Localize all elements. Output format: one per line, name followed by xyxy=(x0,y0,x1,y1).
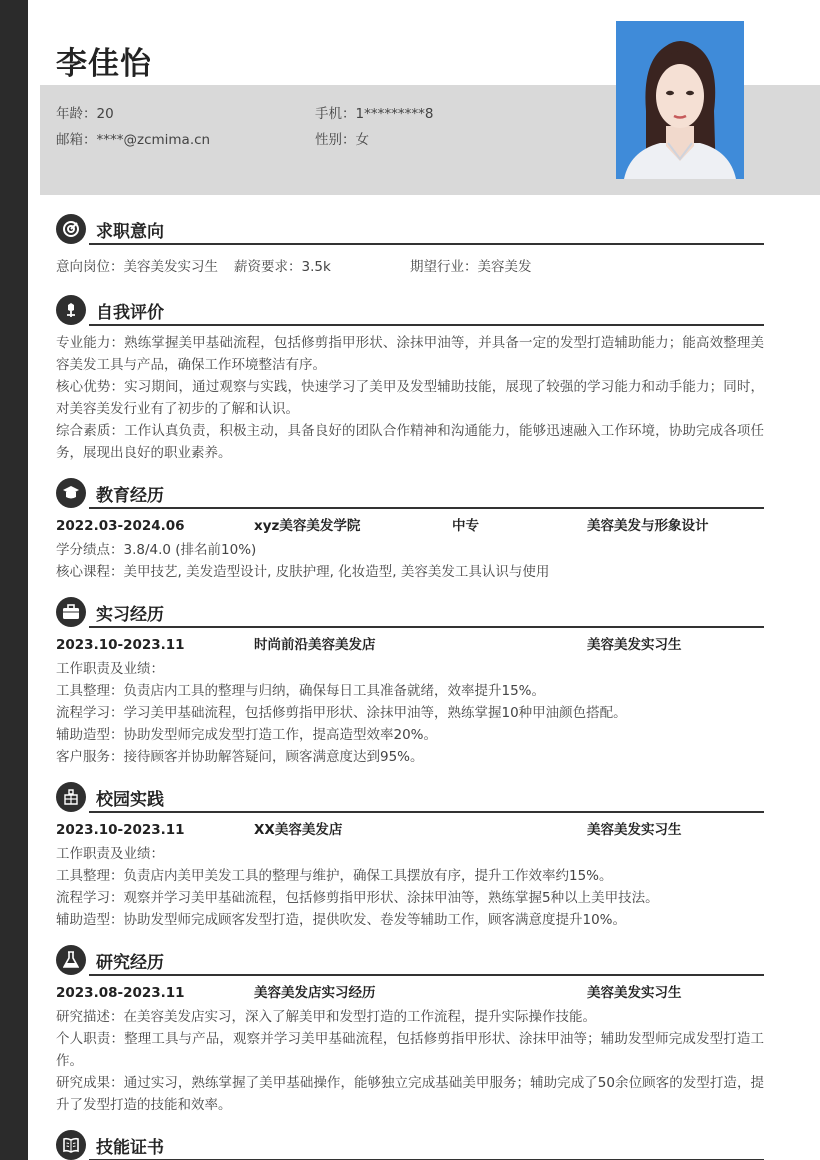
book-icon xyxy=(56,1130,86,1160)
self-eval-paragraph: 综合素质：工作认真负责，积极主动，具备良好的团队合作精神和沟通能力，能够迅速融入工作环境，协助完成各项任务，展现出良好的职业素养。 xyxy=(56,423,764,461)
section-divider xyxy=(89,811,764,813)
research-paragraph: 个人职责：整理工具与产品，观察并学习美甲基础流程，包括修剪指甲形状、涂抹甲油等；辅助发型师完成发型打造工作。 xyxy=(56,1031,764,1069)
building-icon xyxy=(56,782,86,812)
email-field: 邮箱：****@zcmima.cn xyxy=(56,132,211,148)
research-paragraph: 研究描述：在美容美发店实习，深入了解美甲和发型打造的工作流程，提升实际操作技能。 xyxy=(56,1009,596,1025)
section-research xyxy=(56,945,764,975)
internship-line: 辅助造型：协助发型师完成发型打造工作，提高造型效率20%。 xyxy=(56,727,438,743)
section-divider xyxy=(89,243,764,245)
campus-period: 2023.10-2023.11 xyxy=(56,822,185,838)
education-period: 2022.03-2024.06 xyxy=(56,518,185,534)
candidate-name: 李佳怡 xyxy=(56,46,152,82)
campus-line: 工具整理：负责店内美甲美发工具的整理与维护，确保工具摆放有序，提升工作效率约15%。 xyxy=(56,868,613,884)
campus-role: 美容美发实习生 xyxy=(587,822,682,838)
self-eval-paragraph: 核心优势：实习期间，通过观察与实践，快速学习了美甲及发型辅助技能，展现了较强的学习能力和动手能力；同时，对美容美发行业有了初步的了解和认识。 xyxy=(56,379,764,417)
section-education xyxy=(56,478,764,508)
section-job-intent xyxy=(56,214,764,244)
section-title: 研究经历 xyxy=(96,953,164,973)
internship-role: 美容美发实习生 xyxy=(587,637,682,653)
age-field: 年龄：20 xyxy=(56,106,114,122)
internship-company: 时尚前沿美容美发店 xyxy=(254,637,376,653)
self-eval-paragraph: 专业能力：熟练掌握美甲基础流程，包括修剪指甲形状、涂抹甲油等，并具备一定的发型打造辅助能力；能高效整理美容美发工具与产品，确保工作环境整洁有序。 xyxy=(56,335,764,373)
briefcase-icon xyxy=(56,597,86,627)
campus-line: 辅助造型：协助发型师完成顾客发型打造，提供吹发、卷发等辅助工作，顾客满意度提升10%。 xyxy=(56,912,627,928)
phone-field: 手机：1*********8 xyxy=(315,106,434,122)
section-internship xyxy=(56,597,764,627)
education-courses: 核心课程：美甲技艺, 美发造型设计, 皮肤护理, 化妆造型, 美容美发工具认识与使用 xyxy=(56,564,550,580)
section-title: 教育经历 xyxy=(96,486,164,506)
section-divider xyxy=(89,974,764,976)
section-campus-practice xyxy=(56,782,764,812)
internship-line: 客户服务：接待顾客并协助解答疑问，顾客满意度达到95%。 xyxy=(56,749,424,765)
gender-field: 性别：女 xyxy=(315,132,369,148)
section-title: 实习经历 xyxy=(96,605,164,625)
section-self-evaluation xyxy=(56,295,764,325)
education-degree: 中专 xyxy=(452,518,479,534)
intent-salary: 薪资要求：3.5k xyxy=(234,259,331,275)
section-title: 自我评价 xyxy=(96,303,164,323)
graduation-cap-icon xyxy=(56,478,86,508)
section-title: 技能证书 xyxy=(96,1138,164,1158)
intent-position: 意向岗位：美容美发实习生 xyxy=(56,259,218,275)
flask-icon xyxy=(56,945,86,975)
internship-period: 2023.10-2023.11 xyxy=(56,637,185,653)
flower-icon xyxy=(56,295,86,325)
education-gpa: 学分绩点：3.8/4.0 (排名前10%) xyxy=(56,542,257,558)
section-divider xyxy=(89,626,764,628)
internship-line: 流程学习：学习美甲基础流程，包括修剪指甲形状、涂抹甲油等，熟练掌握10种甲油颜色搭配。 xyxy=(56,705,627,721)
section-divider xyxy=(89,507,764,509)
research-paragraph: 研究成果：通过实习，熟练掌握了美甲基础操作，能够独立完成基础美甲服务；辅助完成了50余位顾客的发型打造，提升了发型打造的技能和效率。 xyxy=(56,1075,764,1113)
intent-industry: 期望行业：美容美发 xyxy=(410,259,532,275)
research-role: 美容美发实习生 xyxy=(587,985,682,1001)
section-skills xyxy=(56,1130,764,1160)
internship-line: 工作职责及业绩： xyxy=(56,661,164,677)
section-title: 校园实践 xyxy=(96,790,164,810)
internship-line: 工具整理：负责店内工具的整理与归纳，确保每日工具准备就绪，效率提升15%。 xyxy=(56,683,546,699)
education-major: 美容美发与形象设计 xyxy=(587,518,709,534)
campus-line: 流程学习：观察并学习美甲基础流程，包括修剪指甲形状、涂抹甲油等，熟练掌握5种以上美甲技法。 xyxy=(56,890,659,906)
research-period: 2023.08-2023.11 xyxy=(56,985,185,1001)
profile-photo xyxy=(616,21,744,179)
section-title: 求职意向 xyxy=(96,222,164,242)
section-divider xyxy=(89,324,764,326)
campus-company: XX美容美发店 xyxy=(254,822,343,838)
research-project: 美容美发店实习经历 xyxy=(254,985,376,1001)
education-school: xyz美容美发学院 xyxy=(254,518,361,534)
left-sidebar-bar xyxy=(0,0,28,1160)
campus-line: 工作职责及业绩： xyxy=(56,846,164,862)
target-icon xyxy=(56,214,86,244)
